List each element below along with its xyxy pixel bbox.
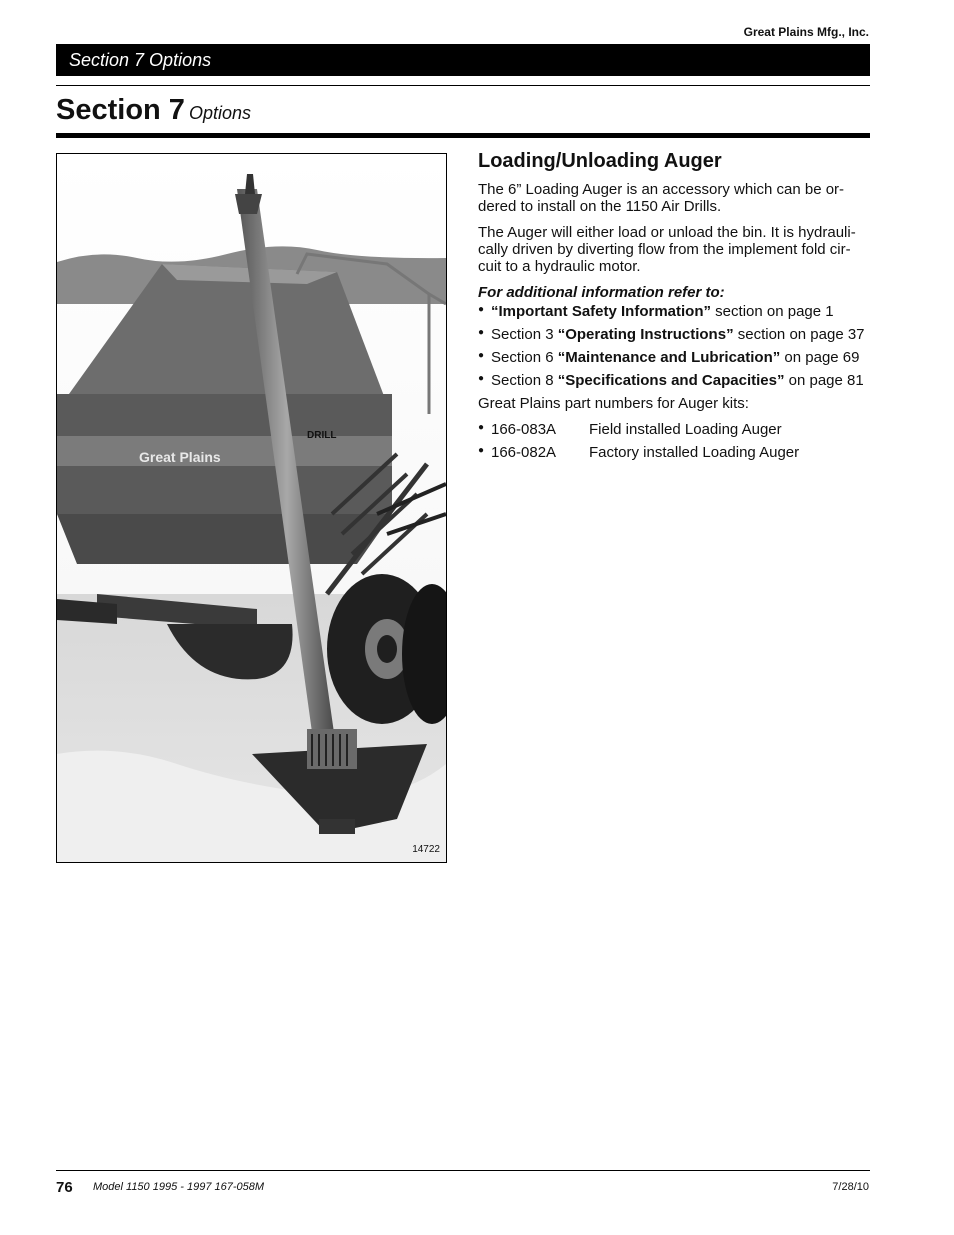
air-drill-with-auger-illustration <box>57 154 446 862</box>
section-title-sub: Options <box>188 103 251 123</box>
description-paragraph: The Auger will either load or unload the bin. It is hydrauli-cally driven by diverting flow from the implement fold cir-cuit to a hydraulic motor. <box>478 224 856 275</box>
section-title <box>56 94 251 127</box>
kit-description: Factory installed Loading Auger <box>589 444 800 461</box>
reference-page: section on page 1 <box>711 303 834 320</box>
reference-title: “Specifications and Capacities” <box>557 372 785 389</box>
figure-number: 14722 <box>412 844 440 855</box>
header-divider <box>56 85 870 86</box>
reference-page: section on page 37 <box>733 326 865 343</box>
reference-label: For additional information refer to: <box>478 284 725 301</box>
kits-intro: Great Plains part numbers for Auger kits: <box>478 395 749 412</box>
reference-title: “Important Safety Information” <box>491 303 712 320</box>
reference-prefix: Section 6 <box>491 349 558 366</box>
reference-page: on page 81 <box>784 372 864 389</box>
reference-prefix: Section 3 <box>491 326 558 343</box>
reference-item <box>478 326 873 343</box>
reference-page: on page 69 <box>780 349 860 366</box>
kit-list <box>478 421 873 461</box>
footer-model: Model 1150 1995 - 1997 167-058M <box>93 1181 265 1193</box>
kit-item <box>478 444 873 461</box>
reference-title: “Operating Instructions” <box>557 326 734 343</box>
decal-brand: Great Plains <box>139 449 221 465</box>
reference-item <box>478 349 873 366</box>
section-banner: Section 7 Options <box>56 44 870 76</box>
footer-date: 7/28/10 <box>832 1181 869 1193</box>
decal-model: DRILL <box>307 430 337 441</box>
reference-title: “Maintenance and Lubrication” <box>557 349 781 366</box>
section-title-main: Section 7 <box>56 94 185 126</box>
reference-item <box>478 303 873 320</box>
footer-divider <box>56 1170 870 1171</box>
reference-list <box>478 303 873 389</box>
kit-description: Field installed Loading Auger <box>589 421 782 438</box>
page-number: 76 <box>56 1179 73 1196</box>
intro-paragraph: The 6” Loading Auger is an accessory which can be or-dered to install on the 1150 Air Drills. <box>478 181 845 215</box>
kit-part-number: 166-083A <box>491 421 557 438</box>
reference-item <box>478 372 873 389</box>
title-divider <box>56 133 870 138</box>
kit-item <box>478 421 873 438</box>
kit-part-number: 166-082A <box>491 444 557 461</box>
text-column <box>478 148 873 467</box>
reference-prefix: Section 8 <box>491 372 558 389</box>
subsection-heading: Loading/Unloading Auger <box>478 150 722 172</box>
auger-photo-figure <box>56 153 447 863</box>
company-name: Great Plains Mfg., Inc. <box>743 25 869 39</box>
